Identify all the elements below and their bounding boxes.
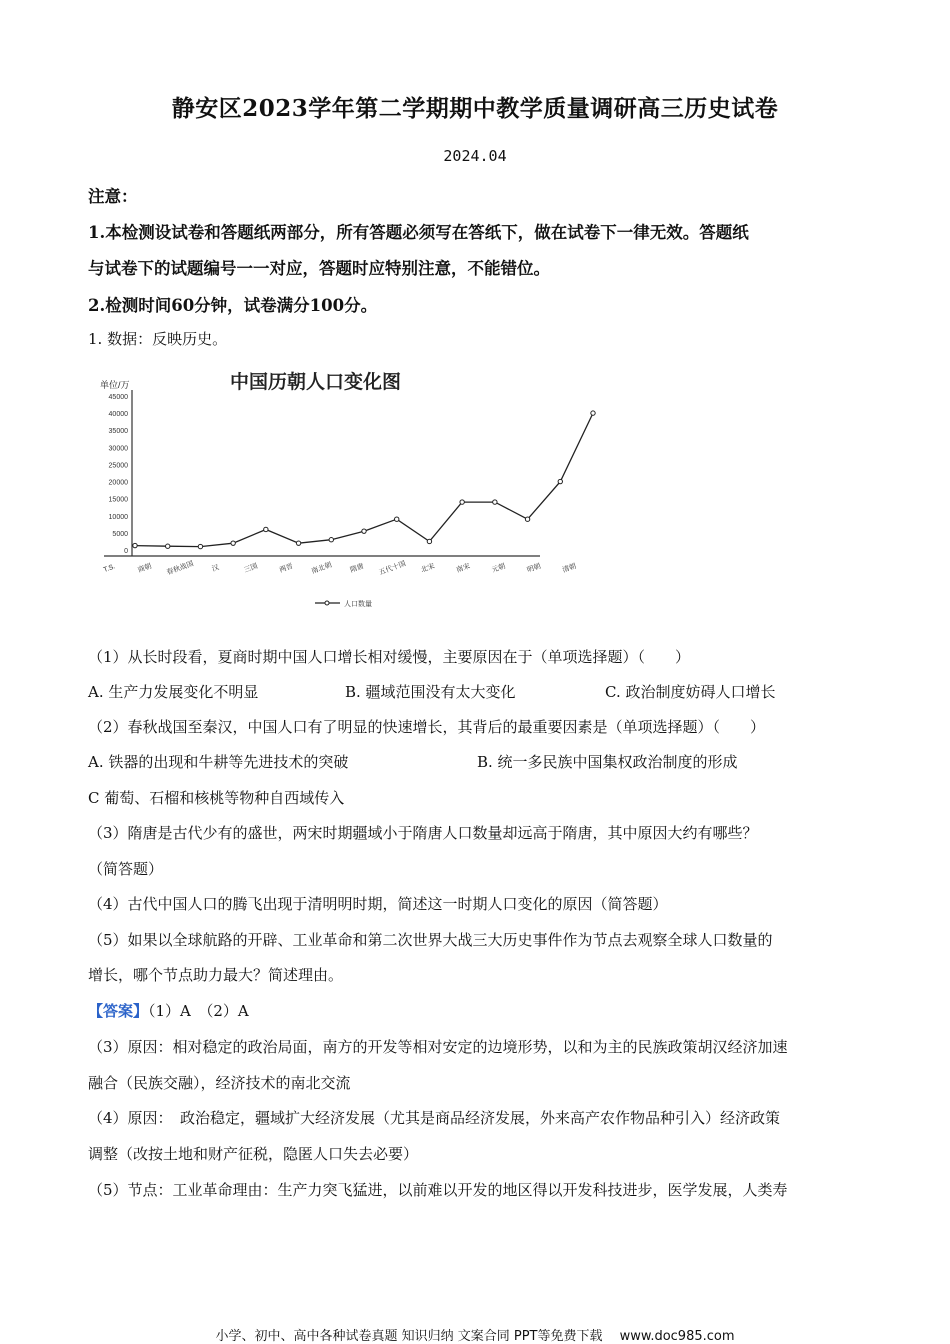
data-point — [362, 529, 366, 533]
answer-5: （5）节点：工业革命理由：生产力突飞猛进，以前难以开发的地区得以开发科技进步，医学发展，人类寿 — [88, 1181, 788, 1199]
x-tick-label: 明朝 — [526, 562, 542, 575]
series-points — [133, 411, 595, 549]
y-tick-label: 40000 — [108, 411, 128, 419]
question-1-option-a: A. 生产力发展变化不明显 — [88, 683, 259, 701]
question-1: （1）从长时段看，夏商时期中国人口增长相对缓慢，主要原因在于（单项选择题）（ ） — [88, 648, 691, 666]
chart-legend — [315, 599, 372, 608]
x-tick-label: T.S. — [102, 563, 117, 574]
x-tick-label: 春秋战国 — [165, 560, 195, 577]
exam-date: 2024.04 — [443, 147, 507, 165]
y-tick-label: 45000 — [108, 394, 128, 401]
page-footer: 小学、初中、高中各种试卷真题 知识归纳 文案合同 PPT等免费下载 www.doc985.com — [215, 1329, 735, 1344]
chart-x-ticks — [103, 559, 578, 577]
chart-title: 中国历朝人口变化图 — [230, 372, 402, 393]
chart-ylabel: 单位/万 — [100, 380, 130, 390]
x-tick-label: 五代十国 — [378, 560, 407, 577]
legend-label: 人口数量 — [344, 601, 372, 608]
y-tick-label: 25000 — [108, 462, 128, 470]
question-3-line-2: （简答题） — [88, 860, 164, 878]
population-chart — [100, 360, 600, 615]
question-2-option-c: C 葡萄、石榴和核桃等物种自西域传入 — [88, 789, 345, 807]
answer-3-line-1: （3）原因：相对稳定的政治局面，南方的开发等相对安定的边境形势，以和为主的民族政策胡汉经济加速 — [88, 1038, 788, 1056]
x-tick-label: 南宋 — [455, 562, 472, 575]
y-tick-label: 15000 — [108, 496, 128, 504]
answer-4-line-2: 调整（改按土地和财产征税，隐匿人口失去必要） — [88, 1145, 419, 1163]
answer-3-line-2: 融合（民族交融），经济技术的南北交流 — [88, 1074, 351, 1092]
data-point — [133, 543, 137, 547]
question-2-option-b: B. 统一多民族中国集权政治制度的形成 — [477, 753, 738, 771]
x-tick-label: 北宋 — [420, 562, 436, 575]
y-tick-label: 10000 — [108, 513, 128, 521]
data-point — [558, 479, 562, 483]
data-point — [591, 411, 595, 415]
y-tick-label: 0 — [124, 548, 128, 555]
question-2: （2）春秋战国至秦汉，中国人口有了明显的快速增长，其背后的最重要因素是（单项选择题）（ ） — [88, 718, 766, 736]
x-tick-label: 清朝 — [561, 562, 578, 575]
data-point — [460, 500, 464, 504]
series-line — [135, 413, 593, 546]
page-title: 静安区2023学年第二学期期中教学质量调研高三历史试卷 — [171, 95, 779, 122]
answer-tag: 【答案】 — [88, 1002, 149, 1020]
x-tick-label: 隋唐 — [349, 562, 365, 575]
chart-y-ticks — [109, 394, 129, 555]
notice-item-1-line-2: 与试卷下的试题编号一一对应，答题时应特别注意，不能错位。 — [88, 259, 550, 278]
data-point — [296, 541, 300, 545]
chart-axes — [104, 390, 540, 556]
question-5-line-2: 增长，哪个节点助力最大？简述理由。 — [88, 966, 344, 984]
x-tick-label: 汉 — [211, 564, 221, 574]
x-tick-label: 两晋 — [278, 562, 295, 575]
y-tick-label: 30000 — [108, 445, 128, 453]
data-point — [264, 527, 268, 531]
y-tick-label: 20000 — [108, 479, 128, 487]
question-5-line-1: （5）如果以全球航路的开辟、工业革命和第二次世界大战三大历史事件作为节点去观察全球人口数量的 — [88, 931, 773, 949]
answer-1-2: （1）A （2）A — [148, 1002, 249, 1020]
question-4: （4）古代中国人口的腾飞出现于清明明时期，简述这一时期人口变化的原因（简答题） — [88, 895, 668, 913]
data-point — [198, 544, 202, 548]
data-point — [395, 517, 399, 521]
question-3-line-1: （3）隋唐是古代少有的盛世，两宋时期疆域小于隋唐人口数量却远高于隋唐，其中原因大约有哪些？ — [88, 824, 758, 842]
y-tick-label: 5000 — [112, 530, 128, 538]
question-1-option-b: B. 疆域范围没有太大变化 — [345, 683, 516, 701]
x-tick-label: 元朝 — [490, 562, 507, 575]
x-tick-label: 三国 — [243, 562, 259, 575]
data-point — [231, 541, 235, 545]
legend-marker — [325, 601, 329, 605]
data-point — [427, 539, 431, 543]
notice-heading: 注意： — [88, 187, 138, 206]
answer-4-line-1: （4）原因： 政治稳定，疆域扩大经济发展（尤其是商品经济发展，外来高产农作物品种引入）经济政策 — [88, 1109, 781, 1127]
notice-item-1-line-1: 1.本检测设试卷和答题纸两部分，所有答题必须写在答纸下，做在试卷下一律无效。答题纸 — [88, 223, 749, 242]
data-point — [493, 500, 497, 504]
y-tick-label: 35000 — [108, 428, 128, 436]
question-1-option-c: C. 政治制度妨碍人口增长 — [605, 683, 776, 701]
x-tick-label: 南北朝 — [310, 561, 333, 576]
data-point — [329, 538, 333, 542]
data-point — [166, 544, 170, 548]
data-point — [525, 517, 529, 521]
question-2-option-a: A. 铁器的出现和牛耕等先进技术的突破 — [88, 753, 349, 771]
question-intro: 1. 数据：反映历史。 — [88, 330, 228, 348]
notice-item-2: 2.检测时间60分钟，试卷满分100分。 — [88, 296, 378, 315]
answer-line-12 — [88, 1000, 249, 1021]
x-tick-label: 商朝 — [137, 562, 153, 575]
